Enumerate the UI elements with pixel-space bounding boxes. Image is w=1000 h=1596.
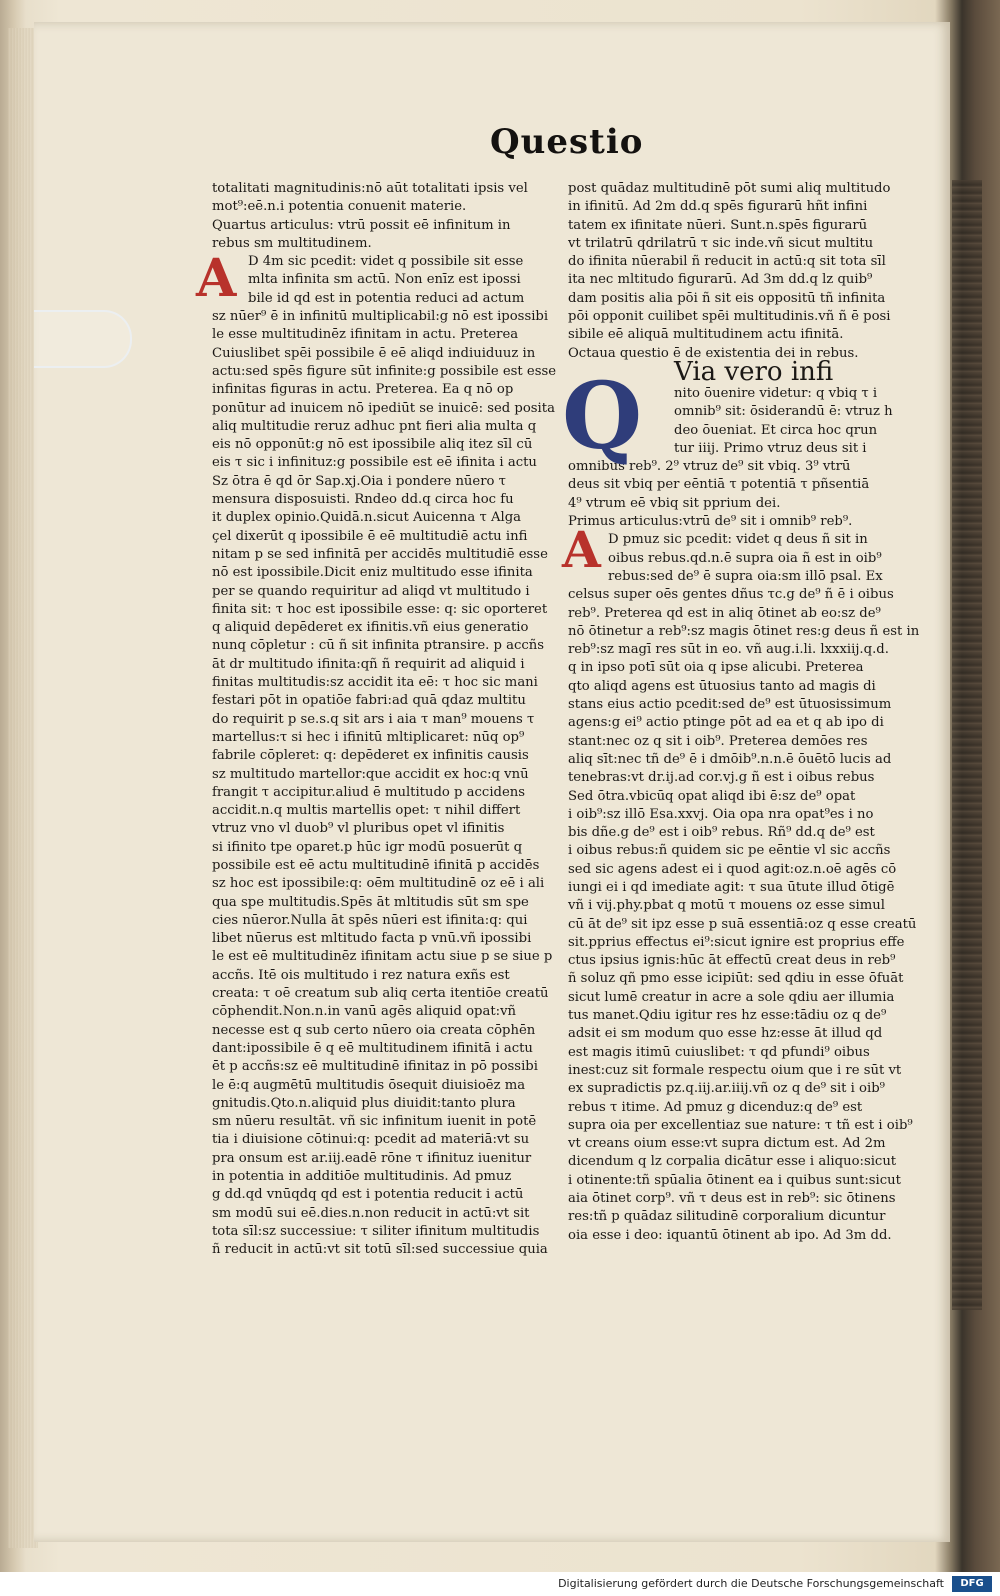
text-line: possibile est eē actu multitudinē ifinitā p accidēs bbox=[212, 857, 540, 873]
text-line: bile id qd est in potentia reduci ad actum bbox=[248, 290, 525, 306]
text-line: gnitudis.Qto.n.aliquid plus diuidit:tanto plura bbox=[212, 1095, 516, 1111]
text-line: in ifinitū. Ad 2m dd.q spēs figurarū hñt infini bbox=[568, 199, 868, 215]
text-line: cies nūeror.Nulla āt spēs nūeri est ifinita:q: qui bbox=[212, 912, 528, 928]
text-line: nitam p se sed infinitā per accidēs multitudiē esse bbox=[212, 546, 548, 562]
text-line: mensura disposuisti. Rndeo dd.q circa hoc fu bbox=[212, 492, 514, 508]
text-line: adsit ei sm modum quo esse hz:esse āt illud qd bbox=[568, 1026, 883, 1042]
text-line: ex supradictis pz.q.iij.ar.iiij.vñ oz q de⁹ sit i oib⁹ bbox=[568, 1081, 885, 1097]
text-line: necesse est q sub certo nūero oia creata cōphēn bbox=[212, 1022, 536, 1038]
text-line: D 4m sic pcedit: videt q possibile sit esse bbox=[248, 254, 524, 270]
text-line: dant:ipossibile ē q eē multitudinem ifinitā i actu bbox=[212, 1040, 533, 1056]
facing-page-edge bbox=[952, 180, 982, 1310]
text-line: totalitati magnitudinis:nō aūt totalitati ipsis vel bbox=[212, 181, 528, 196]
text-line: ñ reducit in actū:vt sit totū sīl:sed successiue quia bbox=[212, 1242, 548, 1258]
text-line: i oibus rebus:ñ quidem sic pe eēntie vl sic accñs bbox=[568, 843, 891, 859]
text-line: sz nūer⁹ ē in infinitū multiplicabil:g nō est ipossibi bbox=[212, 309, 549, 325]
text-line: Sed ōtra.vbicūq opat aliqd ibi ē:sz de⁹ opat bbox=[568, 788, 856, 804]
text-line: creata: τ oē creatum sub aliq certa itentiōe creatū bbox=[212, 986, 549, 1002]
text-line: sit.pprius effectus ei⁹:sicut ignire est proprius effe bbox=[568, 934, 905, 950]
text-line: Quartus articulus: vtrū possit eē infinitum in bbox=[212, 217, 511, 233]
text-line: reb⁹. Preterea qd est in aliq ōtinet ab eo:sz de⁹ bbox=[568, 605, 881, 621]
text-line: eis nō opponūt:g nō est ipossibile aliq itez sīl cū bbox=[212, 437, 533, 453]
text-line: est magis itimū cuiuslibet: τ qd pfundi⁹ oibus bbox=[568, 1044, 870, 1060]
text-line: libet nūerus est mltitudo facta p vnū.vñ ipossibi bbox=[212, 931, 532, 947]
text-line: nō est ipossibile.Dicit eniz multitudo esse ifinita bbox=[212, 565, 533, 581]
text-line: q aliquid depēderet ex ifinitis.vñ eius generatio bbox=[212, 620, 529, 636]
text-line: i otinente:tñ spūalia ōtinent ea i quibus sunt:sicut bbox=[568, 1172, 901, 1188]
text-line: oia esse i deo: iquantū ōtinent ab ipo. Ad 3m dd. bbox=[568, 1227, 892, 1243]
text-line: sicut lumē creatur in acre a sole qdiu aer illumia bbox=[568, 989, 895, 1005]
text-line: supra oia per excellentiaz sue nature: τ tñ est i oib⁹ bbox=[568, 1117, 913, 1133]
text-line: nito ōuenire videtur: q vbiq τ i bbox=[674, 385, 878, 401]
text-line: iungi ei i qd imediate agit: τ sua ūtute illud ōtigē bbox=[568, 879, 895, 895]
text-line: reb⁹:sz magī res sūt in eo. vñ aug.i.li. lxxxiij.q.d. bbox=[568, 642, 889, 658]
text-line: cōphendit.Non.n.in vanū agēs aliquid opat:vñ bbox=[212, 1004, 517, 1020]
left-text-column bbox=[212, 180, 557, 1258]
text-line: vtruz vno vl duob⁹ vl pluribus opet vl ifinitis bbox=[212, 821, 505, 837]
text-line: sm nūeru resultāt. vñ sic infinitum iuenit in potē bbox=[212, 1114, 537, 1130]
text-line: deo ōueniat. Et circa hoc qrun bbox=[674, 422, 878, 438]
text-line: festari pōt in opatiōe fabri:ad quā qdaz multitu bbox=[212, 693, 526, 709]
right-text-column bbox=[568, 180, 920, 1243]
text-line: frangit τ accipitur.aliud ē multitudo p accidens bbox=[212, 784, 526, 800]
text-line: mot⁹:eē.n.i potentia conuenit materie. bbox=[212, 199, 467, 215]
text-line: Cuiuslibet spēi possibile ē eē aliqd indiuiduuz in bbox=[212, 345, 536, 361]
text-line: omnibus reb⁹. 2⁹ vtruz de⁹ sit vbiq. 3⁹ vtrū bbox=[568, 459, 851, 475]
text-line: accñs. Itē ois multitudo i rez natura exñs est bbox=[212, 967, 510, 983]
text-line: res:tñ p quādaz silitudinē corporalium dicuntur bbox=[568, 1209, 886, 1225]
text-line: aia ōtinet corp⁹. vñ τ deus est in reb⁹: sic ōtinens bbox=[568, 1191, 896, 1207]
text-line: do ifinita nūerabil ñ reducit in actū:q sit tota sīl bbox=[568, 254, 886, 270]
text-line: tenebras:vt dr.ij.ad cor.vj.g ñ est i oibus rebus bbox=[568, 770, 875, 786]
text-line: le ē:q augmētū multitudis ōsequit diuisioēz ma bbox=[212, 1077, 526, 1093]
text-line: rebus sm multitudinem. bbox=[212, 235, 372, 251]
text-line: sm modū sui eē.dies.n.non reducit in actū:vt sit bbox=[212, 1205, 530, 1221]
text-line: vt creans oium esse:vt supra dictum est. Ad 2m bbox=[568, 1136, 886, 1152]
text-line: ctus ipsius ignis:hūc āt effectū creat deus in reb⁹ bbox=[568, 953, 896, 969]
text-line: g dd.qd vnūqdq qd est i potentia reducit i actū bbox=[212, 1187, 524, 1203]
text-line: sed sic agens adest ei i quod agit:oz.n.oē agēs cō bbox=[568, 861, 897, 877]
text-line: tota sīl:sz successiue: τ siliter ifinitum multitudis bbox=[212, 1223, 540, 1239]
dfg-logo: DFG bbox=[952, 1576, 992, 1592]
text-line: aliq sīt:nec tñ de⁹ ē i dmōib⁹.n.n.ē ōuētō lucis ad bbox=[568, 751, 892, 767]
text-line: tur iiij. Primo vtruz deus sit i bbox=[674, 440, 867, 456]
text-line: Primus articulus:vtrū de⁹ sit i omnib⁹ reb⁹. bbox=[568, 514, 853, 530]
text-line: nō ōtinetur a reb⁹:sz magis ōtinet res:g deus ñ est in bbox=[568, 623, 920, 639]
text-line: sz multitudo martellor:que accidit ex hoc:q vnū bbox=[212, 766, 529, 782]
text-line: Sz ōtra ē qd ōr Sap.xj.Oia i pondere nūero τ bbox=[212, 473, 506, 489]
plastic-clip bbox=[34, 310, 132, 368]
text-line: sz hoc est ipossibile:q: oēm multitudinē oz eē i ali bbox=[212, 876, 545, 892]
text-line: it duplex opinio.Quidā.n.sicut Auicenna τ Alga bbox=[212, 510, 522, 526]
text-line: Via vero infi bbox=[674, 356, 834, 387]
footer-credit: Digitalisierung gefördert durch die Deutsche Forschungsgemeinschaft bbox=[558, 1577, 944, 1590]
text-line: tatem ex ifinitate nūeri. Sunt.n.spēs figurarū bbox=[568, 217, 868, 233]
text-line: pōi opponit cuilibet spēi multitudinis.vñ ñ ē posi bbox=[568, 309, 891, 325]
text-line: D pmuz sic pcedit: videt q deus ñ sit in bbox=[608, 532, 868, 548]
text-line: ponūtur ad inuicem nō ipediūt se inuicē: sed posita bbox=[212, 400, 555, 416]
text-line: ēt p accñs:sz eē multitudinē ifinitaz in pō possibi bbox=[212, 1059, 538, 1075]
text-line: do requirit p se.s.q sit ars i aia τ man⁹ mouens τ bbox=[212, 711, 535, 727]
text-line: ñ soluz qñ pmo esse icipiūt: sed qdiu in esse ōfuāt bbox=[568, 971, 904, 987]
text-line: omnib⁹ sit: ōsiderandū ē: vtruz h bbox=[674, 404, 893, 420]
text-line: çel dixerūt q ipossibile ē eē multitudiē actu infi bbox=[212, 528, 528, 544]
text-line: oibus rebus.qd.n.ē supra oia ñ est in oib⁹ bbox=[608, 550, 882, 566]
text-line: celsus super oēs gentes dñus τc.g de⁹ ñ ē i oibus bbox=[568, 587, 894, 603]
text-line: martellus:τ si hec i ifinitū mltiplicaret: nūq op⁹ bbox=[212, 729, 525, 745]
text-line: qto aliqd agens est ūtuosius tanto ad magis di bbox=[568, 678, 876, 694]
text-line: aliq multitudie reruz adhuc pnt fieri alia multa q bbox=[212, 418, 537, 434]
text-line: finitas multitudis:sz accidit ita eē: τ hoc sic mani bbox=[212, 675, 538, 691]
text-line: post quādaz multitudinē pōt sumi aliq multitudo bbox=[568, 181, 891, 196]
text-line: rebus τ itime. Ad pmuz g dicenduz:q de⁹ est bbox=[568, 1099, 863, 1115]
red-initial-a-2: A bbox=[562, 520, 601, 579]
text-line: actu:sed spēs figure sūt infinite:g possibile est esse bbox=[212, 363, 557, 379]
text-line: le est eē multitudinēz ifinitam actu siue p se siue p bbox=[212, 949, 553, 965]
text-line: nunq cōpletur : cū ñ sit infinita ptransire. p accñs bbox=[212, 638, 545, 654]
text-line: tia i diuisione cōtinui:q: pcedit ad materiā:vt su bbox=[212, 1132, 530, 1148]
text-line: stans eius actio pcedit:sed de⁹ est ūtuosissimum bbox=[568, 697, 892, 713]
text-line: stant:nec oz q sit i oib⁹. Preterea demōes res bbox=[568, 733, 868, 749]
text-line: 4⁹ vtrum eē vbiq sit pprium dei. bbox=[568, 495, 781, 511]
text-line: vñ i vij.phy.pbat q motū τ mouens oz esse simul bbox=[568, 898, 885, 914]
text-line: deus sit vbiq per eēntiā τ potentiā τ pñsentiā bbox=[568, 477, 870, 493]
text-line: āt dr multitudo ifinita:qñ ñ requirit ad aliquid i bbox=[212, 656, 525, 672]
text-line: in potentia in additiōe multitudinis. Ad pmuz bbox=[212, 1169, 512, 1185]
blue-initial-q: Q bbox=[562, 362, 643, 470]
text-line: Octaua questio ē de existentia dei in rebus. bbox=[568, 345, 859, 361]
footer-bar bbox=[0, 1572, 1000, 1596]
text-line: infinitas figuras in actu. Preterea. Ea q nō op bbox=[212, 382, 514, 398]
text-line: tus manet.Qdiu igitur res hz esse:tādiu oz q de⁹ bbox=[568, 1008, 887, 1024]
page-heading: Questio bbox=[490, 122, 644, 162]
text-line: bis dñe.g de⁹ est i oib⁹ rebus. Rñ⁹ dd.q de⁹ est bbox=[568, 825, 875, 841]
text-line: ita nec mltitudo figurarū. Ad 3m dd.q lz quib⁹ bbox=[568, 272, 873, 288]
text-line: q in ipso potī sūt oia q ipse alicubi. Preterea bbox=[568, 660, 864, 676]
text-line: dicendum q lz corpalia dicātur esse i aliquo:sicut bbox=[568, 1154, 897, 1170]
text-line: eis τ sic i infinituz:g possibile est eē ifinita i actu bbox=[212, 455, 537, 471]
text-line: cū āt de⁹ sit ipz esse p suā essentiā:oz q esse creatū bbox=[568, 916, 917, 932]
text-line: fabrile cōpleret: q: depēderet ex infinitis causis bbox=[212, 748, 529, 764]
text-line: rebus:sed de⁹ ē supra oia:sm illō psal. Ex bbox=[608, 568, 883, 584]
text-line: qua spe multitudis.Spēs āt mltitudis sūt sm spe bbox=[212, 894, 529, 910]
text-line: vt trilatrū qdrilatrū τ sic inde.vñ sicut multitu bbox=[568, 235, 874, 251]
red-initial-a: A bbox=[196, 248, 237, 309]
text-line: le esse multitudinēz ifinitam in actu. Preterea bbox=[212, 327, 519, 343]
text-line: accidit.n.q multis martellis opet: τ nihil differt bbox=[212, 803, 521, 819]
text-line: si ifinito tpe oparet.p hūc igr modū posuerūt q bbox=[212, 839, 523, 855]
text-line: agens:g ei⁹ actio ptinge pōt ad ea et q ab ipo di bbox=[568, 715, 884, 731]
text-line: per se quando requiritur ad aliqd vt multitudo i bbox=[212, 583, 530, 599]
text-line: pra onsum est ar.iij.eadē rōne τ ifinituz iuenitur bbox=[212, 1150, 532, 1166]
text-line: dam positis alia pōi ñ sit eis oppositū tñ infinita bbox=[568, 290, 886, 306]
text-line: i oib⁹:sz illō Esa.xxvj. Oia opa nra opat⁹es i no bbox=[568, 806, 874, 822]
text-line: inest:cuz sit formale respectu oium que i re sūt vt bbox=[568, 1062, 902, 1078]
text-line: finita sit: τ hoc est ipossibile esse: q: sic oporteret bbox=[212, 601, 548, 617]
text-line: mlta infinita sm actū. Non enīz est ipossi bbox=[248, 272, 521, 288]
text-line: sibile eē aliquā multitudinem actu ifinitā. bbox=[568, 327, 844, 343]
